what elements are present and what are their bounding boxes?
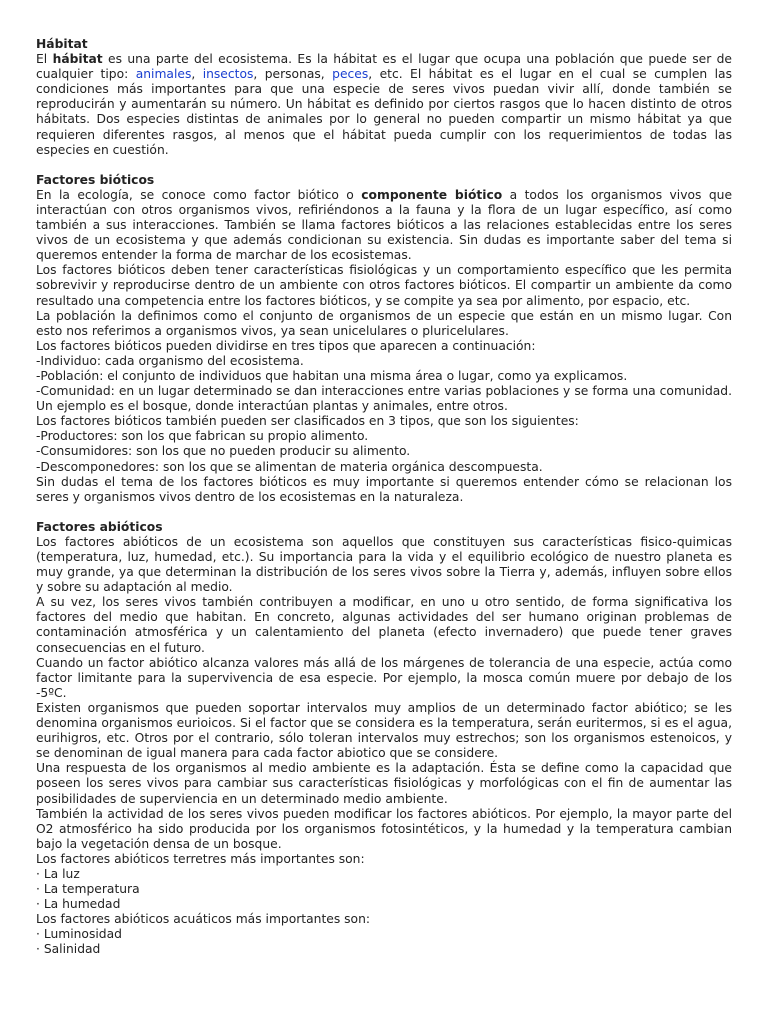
abioticos-paragraph-6: También la actividad de los seres vivos pueden modificar los factores abióticos. Por ejemplo, la mayor parte del O2 atmosférico ha sido producida por los organismos fotosintéticos, y la humedad y la temperatura cambian bajo la vegetación densa de un bosque. bbox=[36, 806, 732, 851]
list-item: · La luz bbox=[36, 866, 80, 881]
bioticos-paragraph-6: Sin dudas el tema de los factores bióticos es muy importante si queremos entender cómo se relacionan los seres y organismos vivos dentro de los ecosistemas en la naturaleza. bbox=[36, 474, 732, 504]
abioticos-paragraph-4: Existen organismos que pueden soportar intervalos muy amplios de un determinado factor abiótico; se les denomina organismos eurioicos. Si el factor que se considera es la temperatura, serán euritermos, si es el agua, eurihigros, etc. Otros por el contrario, sólo toleran intervalos muy estrechos; son los organismos estenoicos, y se denominan de igual manera para cada factor abiotico que se considere. bbox=[36, 700, 732, 761]
bold-term-habitat: hábitat bbox=[52, 52, 103, 67]
habitat-paragraph bbox=[36, 52, 732, 158]
abioticos-paragraph-5: Una respuesta de los organismos al medio ambiente es la adaptación. Ésta se define como la capacidad que poseen los seres vivos para cambiar sus características fisiológicas y morfológicas con el fin de aumentar las posibilidades de superviencia en un determinado medio ambiente. bbox=[36, 761, 732, 806]
list-item: · La temperatura bbox=[36, 882, 140, 897]
text-run: El bbox=[36, 52, 53, 67]
bioticos-paragraph-2: Los factores bióticos deben tener características fisiológicas y un comportamiento específico que les permita sobrevivir y reproducirse dentro de un ambiente con otros factores bióticos. El compartir un ambiente da como resultado una competencia entre los factores bióticos, y se compite ya sea por alimento, por espacio, etc. bbox=[36, 263, 732, 308]
link-peces[interactable]: peces bbox=[332, 67, 369, 82]
document-body bbox=[36, 37, 732, 958]
list-item: -Comunidad: en un lugar determinado se dan interacciones entre varias poblaciones y se forma una comunidad. Un ejemplo es el bosque, donde interactúan plantas y animales, entre otros. bbox=[36, 384, 732, 414]
section-title-abioticos: Factores abióticos bbox=[36, 519, 163, 534]
section-gap bbox=[36, 505, 732, 520]
text-run: En la ecología, se conoce como factor biótico o bbox=[36, 187, 362, 202]
bioticos-paragraph-3: La población la definimos como el conjunto de organismos de un especie que están en un mismo lugar. Con esto nos referimos a organismos vivos, ya sean unicelulares o pluricelulares. bbox=[36, 308, 732, 338]
section-habitat bbox=[36, 37, 732, 158]
list-item: -Descomponedores: son los que se alimentan de materia orgánica descompuesta. bbox=[36, 459, 543, 474]
abioticos-paragraph-1: Los factores abióticos de un ecosistema son aquellos que constituyen sus características fisico-quimicas (temperatura, luz, humedad, etc.). Su importancia para la vida y el equilibrio ecológico de nuestro planeta es muy grande, ya que determinan la distribución de los seres vivos sobre la Tierra y, además, influyen sobre ellos y sobre su adaptación al medio. bbox=[36, 534, 732, 595]
bioticos-paragraph-4: Los factores bióticos pueden dividirse en tres tipos que aparecen a continuación: bbox=[36, 338, 536, 353]
section-title-bioticos: Factores bióticos bbox=[36, 172, 155, 187]
bioticos-paragraph-5: Los factores bióticos también pueden ser clasificados en 3 tipos, que son los siguientes: bbox=[36, 414, 579, 429]
section-title-habitat: Hábitat bbox=[36, 37, 88, 51]
section-abioticos bbox=[36, 520, 732, 958]
abioticos-paragraph-3: Cuando un factor abiótico alcanza valores más allá de los márgenes de tolerancia de una especie, actúa como factor limitante para la supervivencia de esa especie. Por ejemplo, la mosca común muere por debajo de los -5ºC. bbox=[36, 655, 732, 700]
text-run: , personas, bbox=[253, 67, 333, 82]
list-item: -Individuo: cada organismo del ecosistema. bbox=[36, 353, 304, 368]
list-item: -Consumidores: son los que no pueden producir su alimento. bbox=[36, 444, 411, 459]
link-animales[interactable]: animales bbox=[135, 67, 192, 82]
section-gap bbox=[36, 158, 732, 173]
abioticos-paragraph-7: Los factores abióticos terretres más importantes son: bbox=[36, 851, 365, 866]
section-bioticos bbox=[36, 173, 732, 505]
list-item: · Luminosidad bbox=[36, 927, 122, 942]
link-insectos[interactable]: insectos bbox=[202, 67, 254, 82]
list-item: · La humedad bbox=[36, 897, 121, 912]
bold-term-componente-biotico: componente biótico bbox=[361, 187, 503, 202]
abioticos-paragraph-8: Los factores abióticos acuáticos más importantes son: bbox=[36, 912, 371, 927]
text-run: es una parte del ecosistema. Es la hábitat es el lugar que ocupa una población que puede ser de cualquier tipo: bbox=[36, 52, 732, 82]
text-run: a todos los organismos vivos que interactúan con otros organismos vivos, refiriéndonos a la fauna y la flora de un lugar específico, así como también a sus interacciones. También se llama factores bióticos a las relaciones establecidas entre los seres vivos de un ecosistema y que además condicionan su existencia. Sin dudas es importante saber del tema si queremos entender la forma de marchar de los ecosistemas. bbox=[36, 187, 733, 263]
bioticos-paragraph-1 bbox=[36, 188, 732, 263]
text-run: , etc. El hábitat es el lugar en el cual se cumplen las condiciones más importantes para que una especie de seres vivos puedan vivir allí, donde también se reproducirán y aumentarán su número. Un hábitat es definido por ciertos rasgos que lo hacen distinto de otros hábitats. Dos especies distintas de animales por lo general no pueden compartir un mismo hábitat ya que requieren diferentes rasgos, al menos que el hábitat pueda cumplir con los requerimientos de todas las especies en cuestión. bbox=[36, 67, 733, 157]
list-item: · Salinidad bbox=[36, 942, 101, 957]
list-item: -Población: el conjunto de individuos que habitan una misma área o lugar, como ya explicamos. bbox=[36, 368, 628, 383]
text-run: , bbox=[191, 67, 203, 82]
abioticos-paragraph-2: A su vez, los seres vivos también contribuyen a modificar, en uno u otro sentido, de forma significativa los factores del medio que habitan. En concreto, algunas actividades del ser humano originan problemas de contaminación atmosférica y un calentamiento del planeta (efecto invernadero) que puede tener graves consecuencias en el futuro. bbox=[36, 595, 732, 655]
list-item: -Productores: son los que fabrican su propio alimento. bbox=[36, 429, 369, 444]
